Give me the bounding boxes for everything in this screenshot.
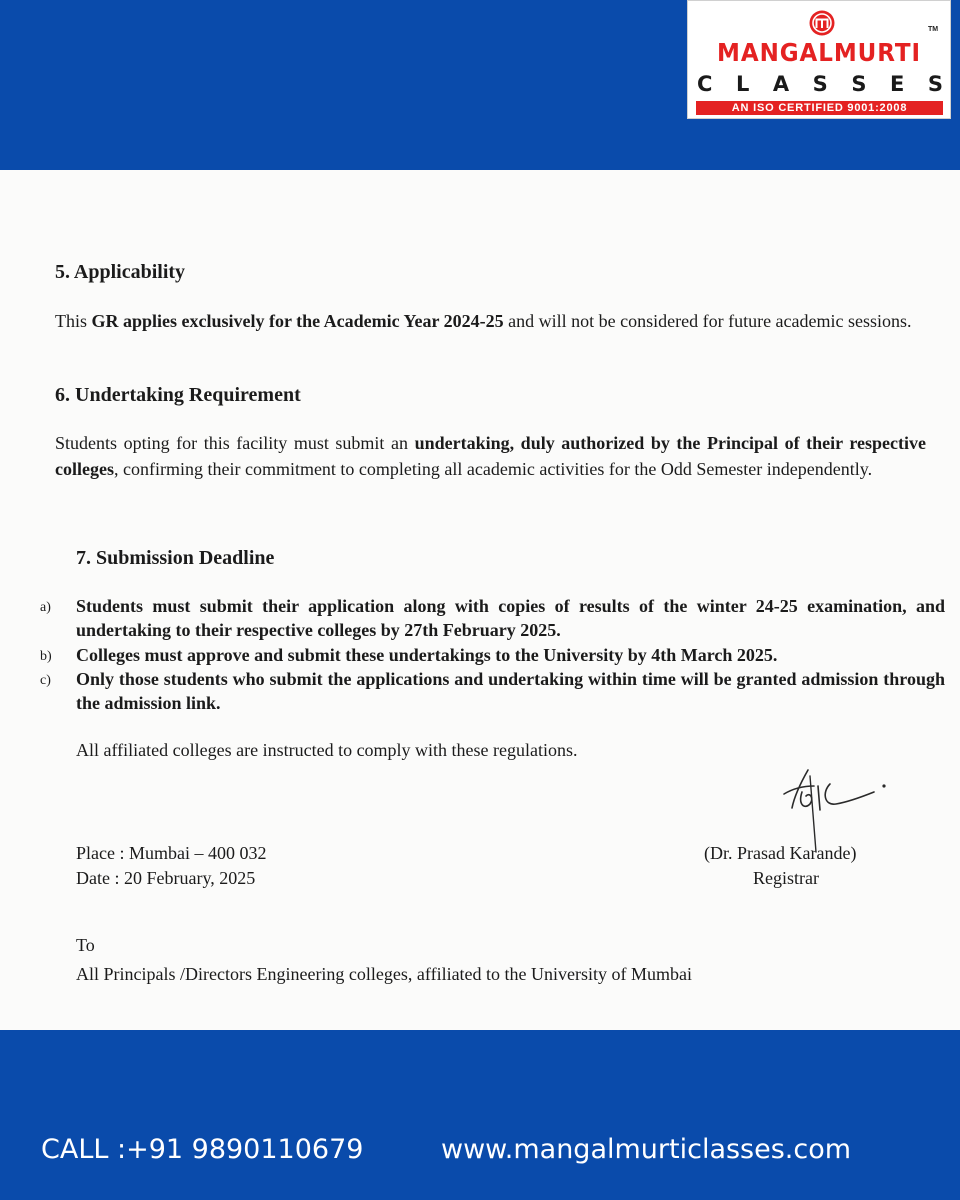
- list-item-text: Colleges must approve and submit these undertakings to the University by 4th March 2025.: [76, 645, 778, 665]
- to-label: To: [76, 935, 95, 955]
- iso-certification-badge: AN ISO CERTIFIED 9001:2008: [696, 101, 943, 115]
- document-scan: [0, 170, 960, 1030]
- list-item: [40, 667, 945, 715]
- undertaking-text-bold: undertaking, duly authorized by the Principal of their respective colleges: [55, 433, 926, 479]
- place-line: Place : Mumbai – 400 032: [76, 843, 267, 863]
- list-item-text: Only those students who submit the applications and undertaking within time will be granted admission through the admission link.: [76, 669, 945, 713]
- list-item: [40, 594, 945, 642]
- applicability-text-bold: GR applies exclusively for the Academic Year 2024-25: [91, 311, 504, 331]
- applicability-text: This: [55, 311, 92, 331]
- brand-subtitle-letter: A: [772, 72, 790, 96]
- signatory-designation: Registrar: [753, 868, 819, 888]
- section-heading-undertaking: 6. Undertaking Requirement: [55, 384, 301, 406]
- phone-number: CALL :+91 9890110679: [41, 1134, 364, 1165]
- trademark-label: TM: [928, 26, 939, 33]
- section-heading-deadline: 7. Submission Deadline: [76, 547, 275, 569]
- list-item-text: Students must submit their application along with copies of results of the winter 24-25 examination, and undertaking to their respective colleges by 27th February 2025.: [76, 596, 945, 640]
- brand-subtitle-letter: E: [889, 72, 905, 96]
- undertaking-text-rest: , confirming their commitment to completing all academic activities for the Odd Semester independently.: [113, 459, 873, 479]
- brand-subtitle-letter: S: [812, 72, 828, 96]
- website-url: www.mangalmurticlasses.com: [441, 1134, 852, 1165]
- brand-subtitle-letter: S: [851, 72, 867, 96]
- brand-subtitle: [697, 72, 943, 96]
- brand-name: MANGALMURTI: [717, 38, 921, 67]
- list-marker: c): [40, 673, 51, 688]
- brand-subtitle-letter: C: [697, 72, 713, 96]
- brand-subtitle-letter: L: [735, 72, 750, 96]
- footer-band: [0, 1030, 960, 1200]
- brand-subtitle-letter: S: [927, 72, 943, 96]
- undertaking-text: Students opting for this facility must submit an: [55, 433, 415, 453]
- undertaking-paragraph: [55, 430, 926, 482]
- section-heading-applicability: 5. Applicability: [55, 261, 186, 283]
- list-item: [40, 643, 945, 669]
- brand-emblem-icon: [808, 9, 836, 37]
- signature-image: [770, 764, 900, 854]
- compliance-note: All affiliated colleges are instructed to comply with these regulations.: [76, 740, 578, 760]
- applicability-paragraph: [55, 308, 925, 334]
- date-line: Date : 20 February, 2025: [76, 868, 256, 888]
- signatory-name: (Dr. Prasad Karande): [704, 843, 857, 863]
- addressee-line: All Principals /Directors Engineering colleges, affiliated to the University of Mumbai: [76, 964, 693, 984]
- list-marker: b): [40, 649, 52, 664]
- list-marker: a): [40, 600, 51, 615]
- applicability-text-rest: and will not be considered for future academic sessions.: [503, 311, 912, 331]
